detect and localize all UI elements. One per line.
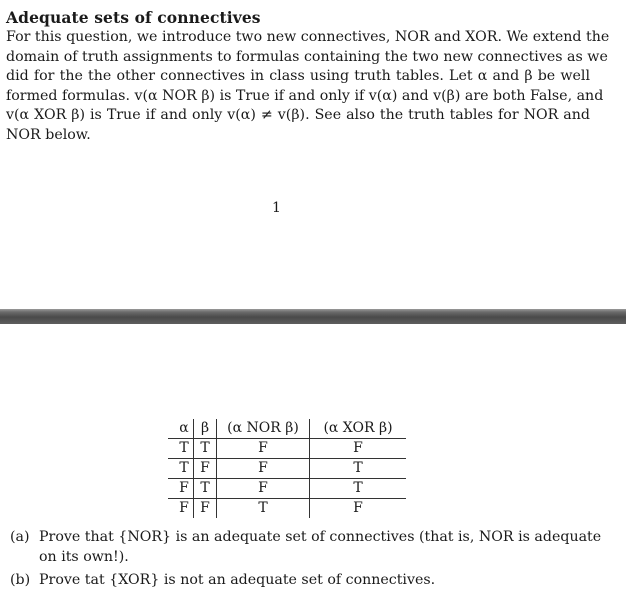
statement-line: v(α XOR β) is True if and only v(α) ≠ v(β). See also the truth tables for NOR and <box>6 107 590 124</box>
table-row <box>168 459 406 479</box>
cell-alpha: F <box>168 479 194 499</box>
question-label: (b) <box>10 572 31 588</box>
question-text-line: Prove that {NOR} is an adequate set of connectives (that is, NOR is adequate <box>39 529 602 545</box>
cell-beta: F <box>194 499 217 519</box>
cell-nor: T <box>217 499 310 519</box>
cell-nor: F <box>217 439 310 459</box>
question-text-line: on its own!). <box>39 548 129 565</box>
cell-beta: F <box>194 459 217 479</box>
table-row <box>168 499 406 519</box>
question-text-line: Prove tat {XOR} is not an adequate set of connectives. <box>39 572 436 588</box>
cell-xor: T <box>310 479 407 499</box>
cell-xor: F <box>310 439 407 459</box>
statement-line: did for the the other connectives in class using truth tables. Let α and β be well <box>6 68 590 85</box>
cell-xor: F <box>353 500 363 516</box>
question-label: (a) <box>10 529 30 545</box>
question-b <box>10 571 592 591</box>
page-number: 1 <box>272 200 281 216</box>
page-break-divider <box>0 309 626 324</box>
header-beta: β <box>194 419 217 439</box>
statement-line: For this question, we introduce two new connectives, NOR and XOR. We extend the <box>6 29 610 45</box>
truth-table-header-row <box>168 419 406 439</box>
cell-alpha: F <box>168 499 194 519</box>
header-nor: (α NOR β) <box>217 419 310 439</box>
table-row <box>168 479 406 499</box>
question-text <box>39 571 592 591</box>
statement-line: domain of truth assignments to formulas containing the two new connectives as we <box>6 48 608 65</box>
problem-statement <box>6 28 610 146</box>
cell-xor: T <box>310 459 407 479</box>
truth-table <box>168 419 406 518</box>
cell-alpha: T <box>168 459 194 479</box>
cell-alpha: T <box>168 439 194 459</box>
header-alpha: α <box>168 419 194 439</box>
table-row <box>168 439 406 459</box>
question-a <box>10 528 602 567</box>
statement-line: formed formulas. v(α NOR β) is True if and only if v(α) and v(β) are both False, and <box>6 87 604 104</box>
question-text <box>39 528 602 567</box>
cell-beta: T <box>194 439 217 459</box>
statement-line: NOR below. <box>6 126 91 143</box>
cell-nor: F <box>217 479 310 499</box>
cell-nor: F <box>217 459 310 479</box>
cell-beta: T <box>194 479 217 499</box>
header-xor: (α XOR β) <box>310 419 407 439</box>
question-list <box>10 528 602 595</box>
section-heading: Adequate sets of connectives <box>6 8 261 27</box>
